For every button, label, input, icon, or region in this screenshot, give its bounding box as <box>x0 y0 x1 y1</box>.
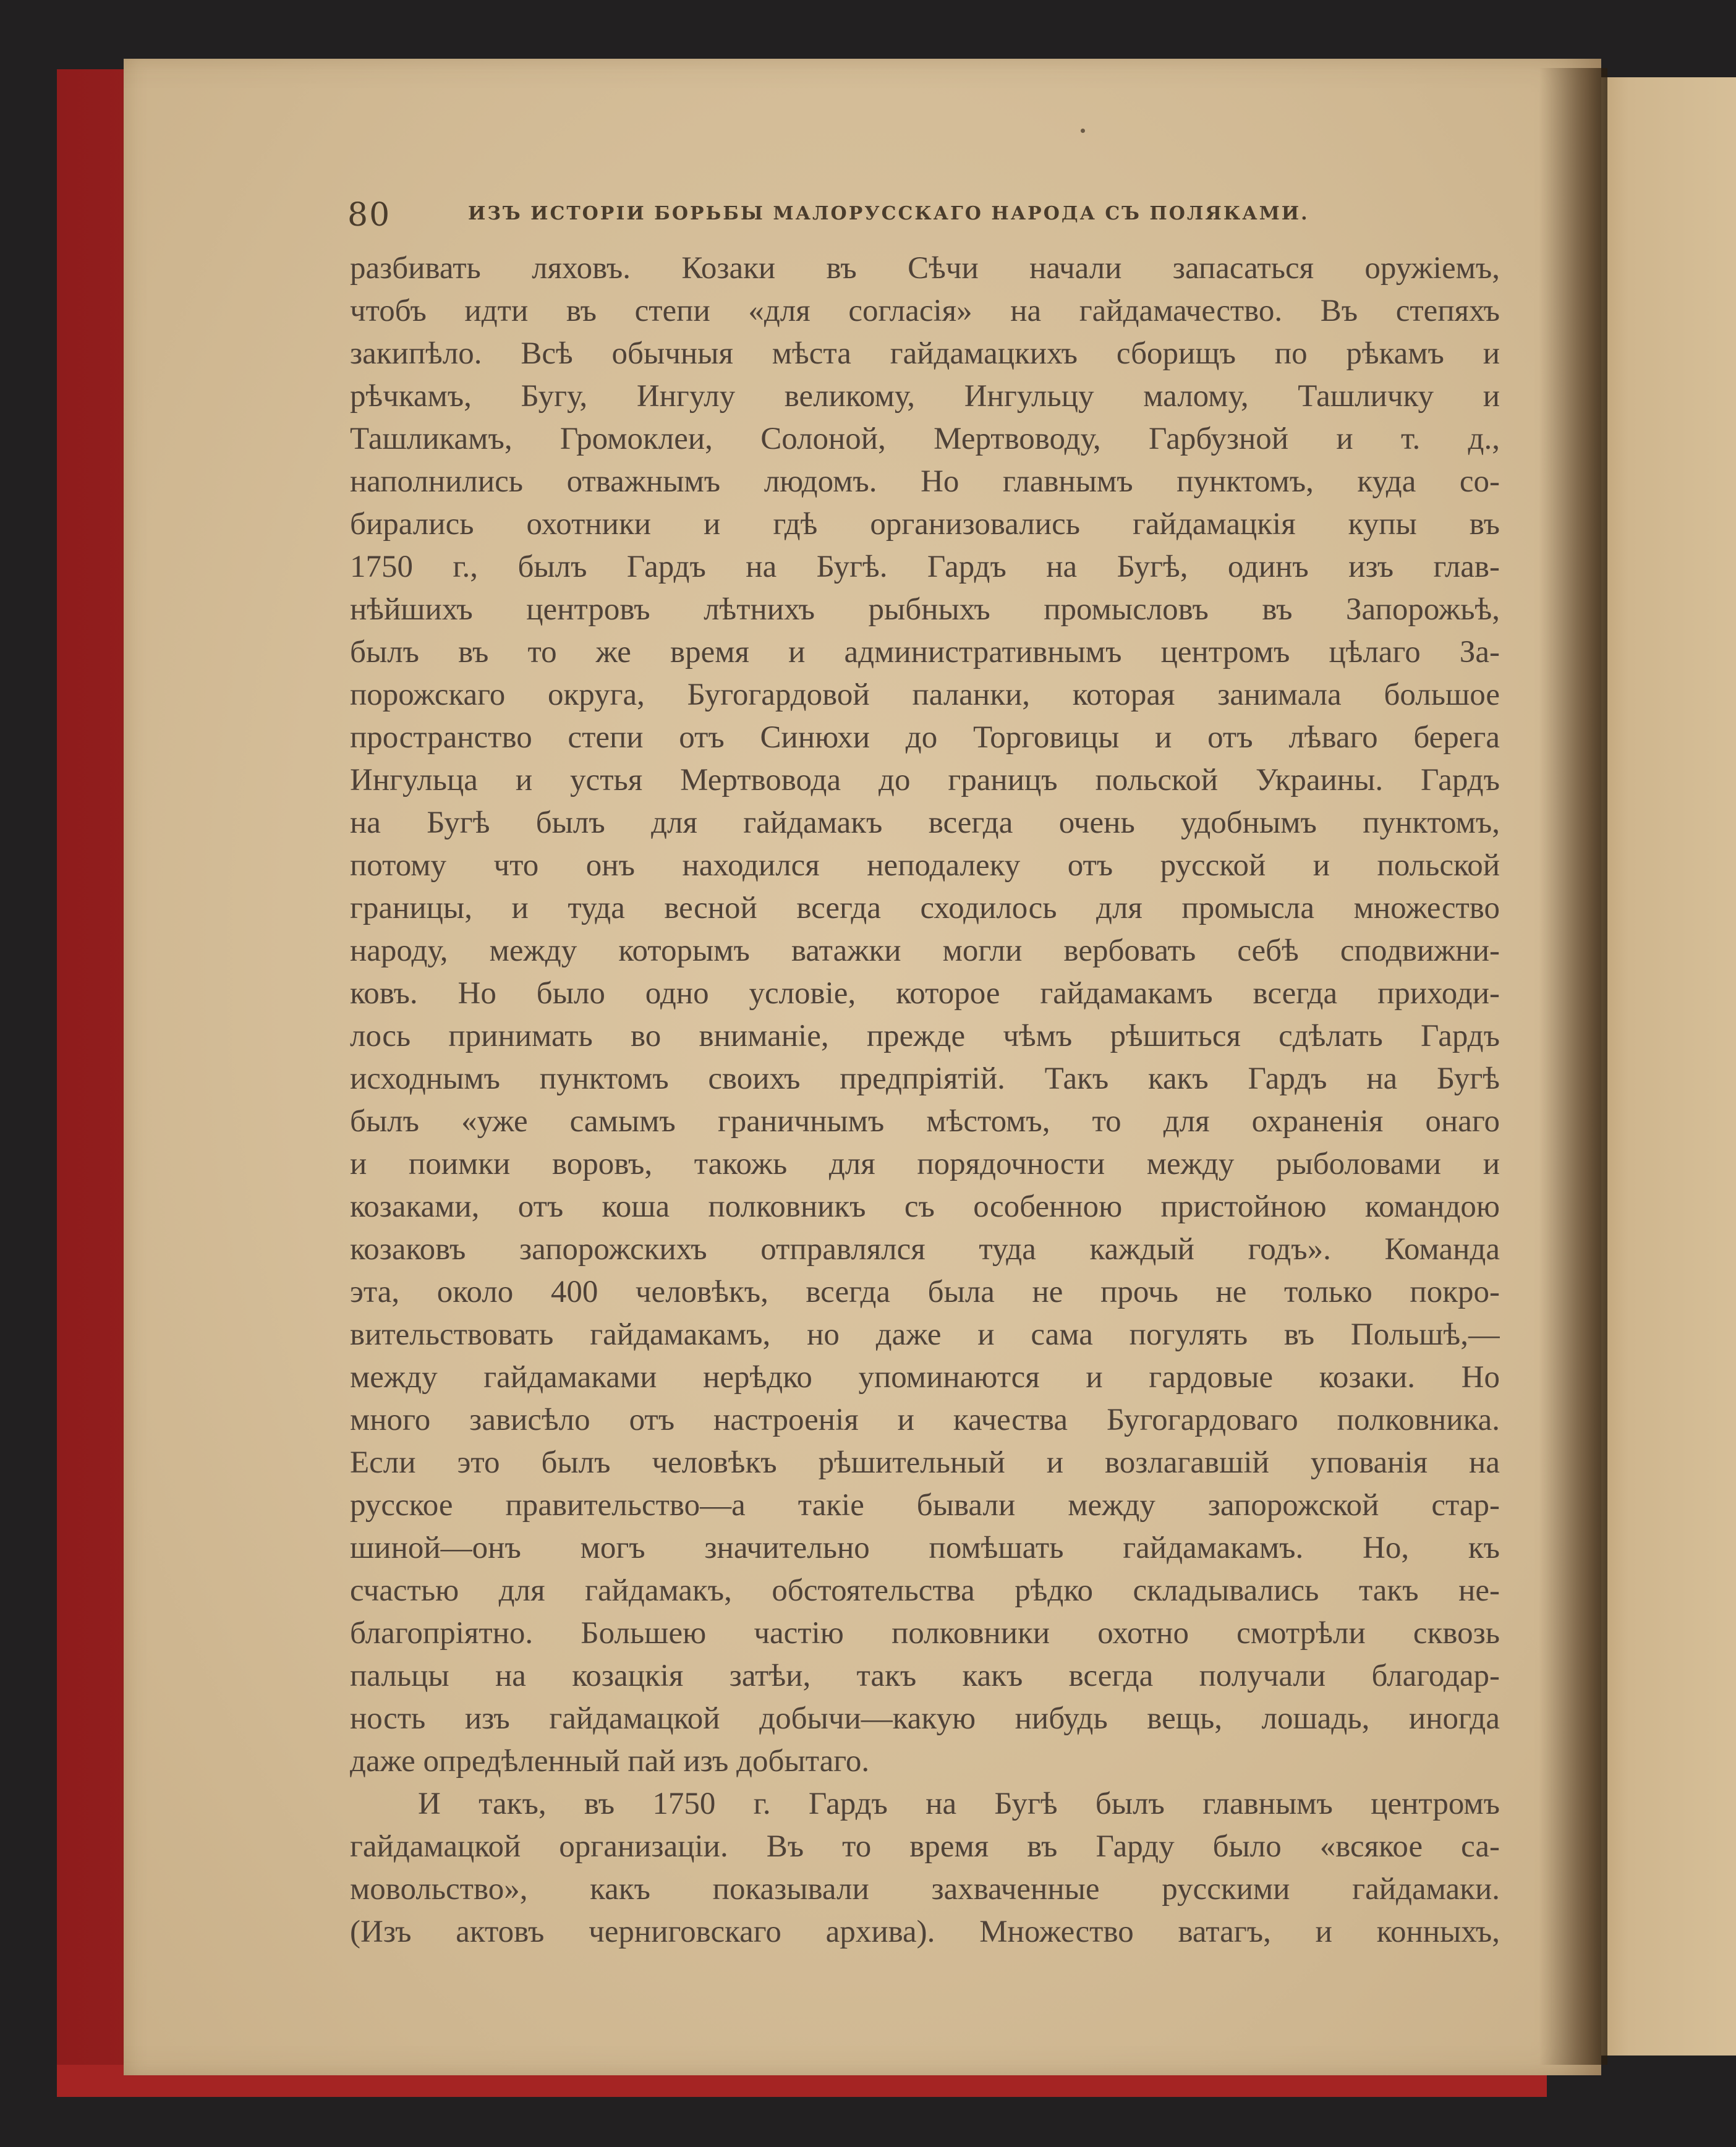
text-line: былъ «уже самымъ граничнымъ мѣстомъ, то для охраненія онаго <box>350 1104 1500 1139</box>
text-line: былъ въ то же время и административнымъ центромъ цѣлаго За- <box>350 635 1500 670</box>
text-line: Ингульца и устья Мертвовода до границъ польской Украины. Гардъ <box>350 763 1500 797</box>
text-line: разбивать ляховъ. Козаки въ Сѣчи начали запасаться оружіемъ, <box>350 251 1500 286</box>
text-line: народу, между которымъ ватажки могли вербовать себѣ сподвижни- <box>350 933 1500 968</box>
text-line: границы, и туда весной всегда сходилось для промысла множество <box>350 891 1500 925</box>
text-line: пространство степи отъ Синюхи до Торговицы и отъ лѣваго берега <box>350 720 1500 755</box>
text-line: лось принимать во вниманіе, прежде чѣмъ рѣшиться сдѣлать Гардъ <box>350 1019 1500 1053</box>
text-line: рѣчкамъ, Бугу, Ингулу великому, Ингульцу малому, Ташличку и <box>350 379 1500 414</box>
text-line: благопріятно. Большею частію полковники охотно смотрѣли сквозь <box>350 1616 1500 1651</box>
text-line: порожскаго округа, Бугогардовой паланки, которая занимала большое <box>350 678 1500 712</box>
text-line: ность изъ гайдамацкой добычи—какую нибудь вещь, лошадь, иногда <box>350 1701 1500 1736</box>
gutter-shadow <box>1539 68 1607 2065</box>
text-line: 1750 г., былъ Гардъ на Бугѣ. Гардъ на Бугѣ, одинъ изъ глав- <box>350 550 1500 584</box>
text-line: русское правительство—а такіе бывали между запорожской стар- <box>350 1488 1500 1523</box>
text-line: гайдамацкой организаціи. Въ то время въ Гарду было «всякое са- <box>350 1829 1500 1864</box>
text-line: Ташликамъ, Громоклеи, Солоной, Мертвоводу, Гарбузной и т. д., <box>350 422 1500 456</box>
text-line: бирались охотники и гдѣ организовались гайдамацкія купы въ <box>350 507 1500 542</box>
text-line: даже опредѣленный пай изъ добытаго. <box>350 1744 870 1779</box>
text-line: много зависѣло отъ настроенія и качества Бугогардоваго полковника. <box>350 1403 1500 1437</box>
text-line: нѣйшихъ центровъ лѣтнихъ рыбныхъ промысловъ въ Запорожьѣ, <box>350 592 1500 627</box>
text-line: (Изъ актовъ черниговскаго архива). Множество ватагъ, и конныхъ, <box>350 1915 1500 1949</box>
text-line: закипѣло. Всѣ обычныя мѣста гайдамацкихъ сборищъ по рѣкамъ и <box>350 336 1500 371</box>
text-line: между гайдамаками нерѣдко упоминаются и гардовые козаки. Но <box>350 1360 1500 1395</box>
text-line: счастью для гайдамакъ, обстоятельства рѣдко складывались такъ не- <box>350 1573 1500 1608</box>
text-line: потому что онъ находился неподалеку отъ русской и польской <box>350 848 1500 883</box>
text-line: пальцы на козацкія затѣи, такъ какъ всегда получали благодар- <box>350 1659 1500 1693</box>
page-number: 80 <box>347 197 391 234</box>
text-line: ковъ. Но было одно условіе, которое гайдамакамъ всегда приходи- <box>350 976 1500 1011</box>
text-line: козаковъ запорожскихъ отправлялся туда каждый годъ». Команда <box>350 1232 1500 1267</box>
text-line: И такъ, въ 1750 г. Гардъ на Бугѣ былъ главнымъ центромъ <box>418 1787 1500 1821</box>
running-title: ИЗЪ ИСТОРІИ БОРЬБЫ МАЛОРУССКАГО НАРОДА СЪ ПОЛЯКАМИ. <box>468 203 1309 224</box>
text-line: на Бугѣ былъ для гайдамакъ всегда очень удобнымъ пунктомъ, <box>350 806 1500 840</box>
text-line: эта, около 400 человѣкъ, всегда была не прочь не только покро- <box>350 1275 1500 1309</box>
text-line: чтобъ идти въ степи «для согласія» на гайдамачество. Въ степяхъ <box>350 294 1500 328</box>
text-line: исходнымъ пунктомъ своихъ предпріятій. Такъ какъ Гардъ на Бугѣ <box>350 1061 1500 1096</box>
text-line: вительствовать гайдамакамъ, но даже и сама погулять въ Польшѣ,— <box>350 1317 1500 1352</box>
text-line: мовольство», какъ показывали захваченные русскими гайдамаки. <box>350 1872 1500 1907</box>
text-line: наполнились отважнымъ людомъ. Но главнымъ пунктомъ, куда со- <box>350 464 1500 499</box>
page-header <box>347 197 1504 234</box>
body-text <box>350 247 1500 1954</box>
text-line: козаками, отъ коша полковникъ съ особенною пристойною командою <box>350 1189 1500 1224</box>
text-line: и поимки воровъ, такожь для порядочности между рыболовами и <box>350 1147 1500 1181</box>
text-line: Если это былъ человѣкъ рѣшительный и возлагавшій упованія на <box>350 1445 1500 1480</box>
dust-speck <box>1081 129 1085 133</box>
text-line: шиной—онъ могъ значительно помѣшать гайдамакамъ. Но, къ <box>350 1531 1500 1565</box>
